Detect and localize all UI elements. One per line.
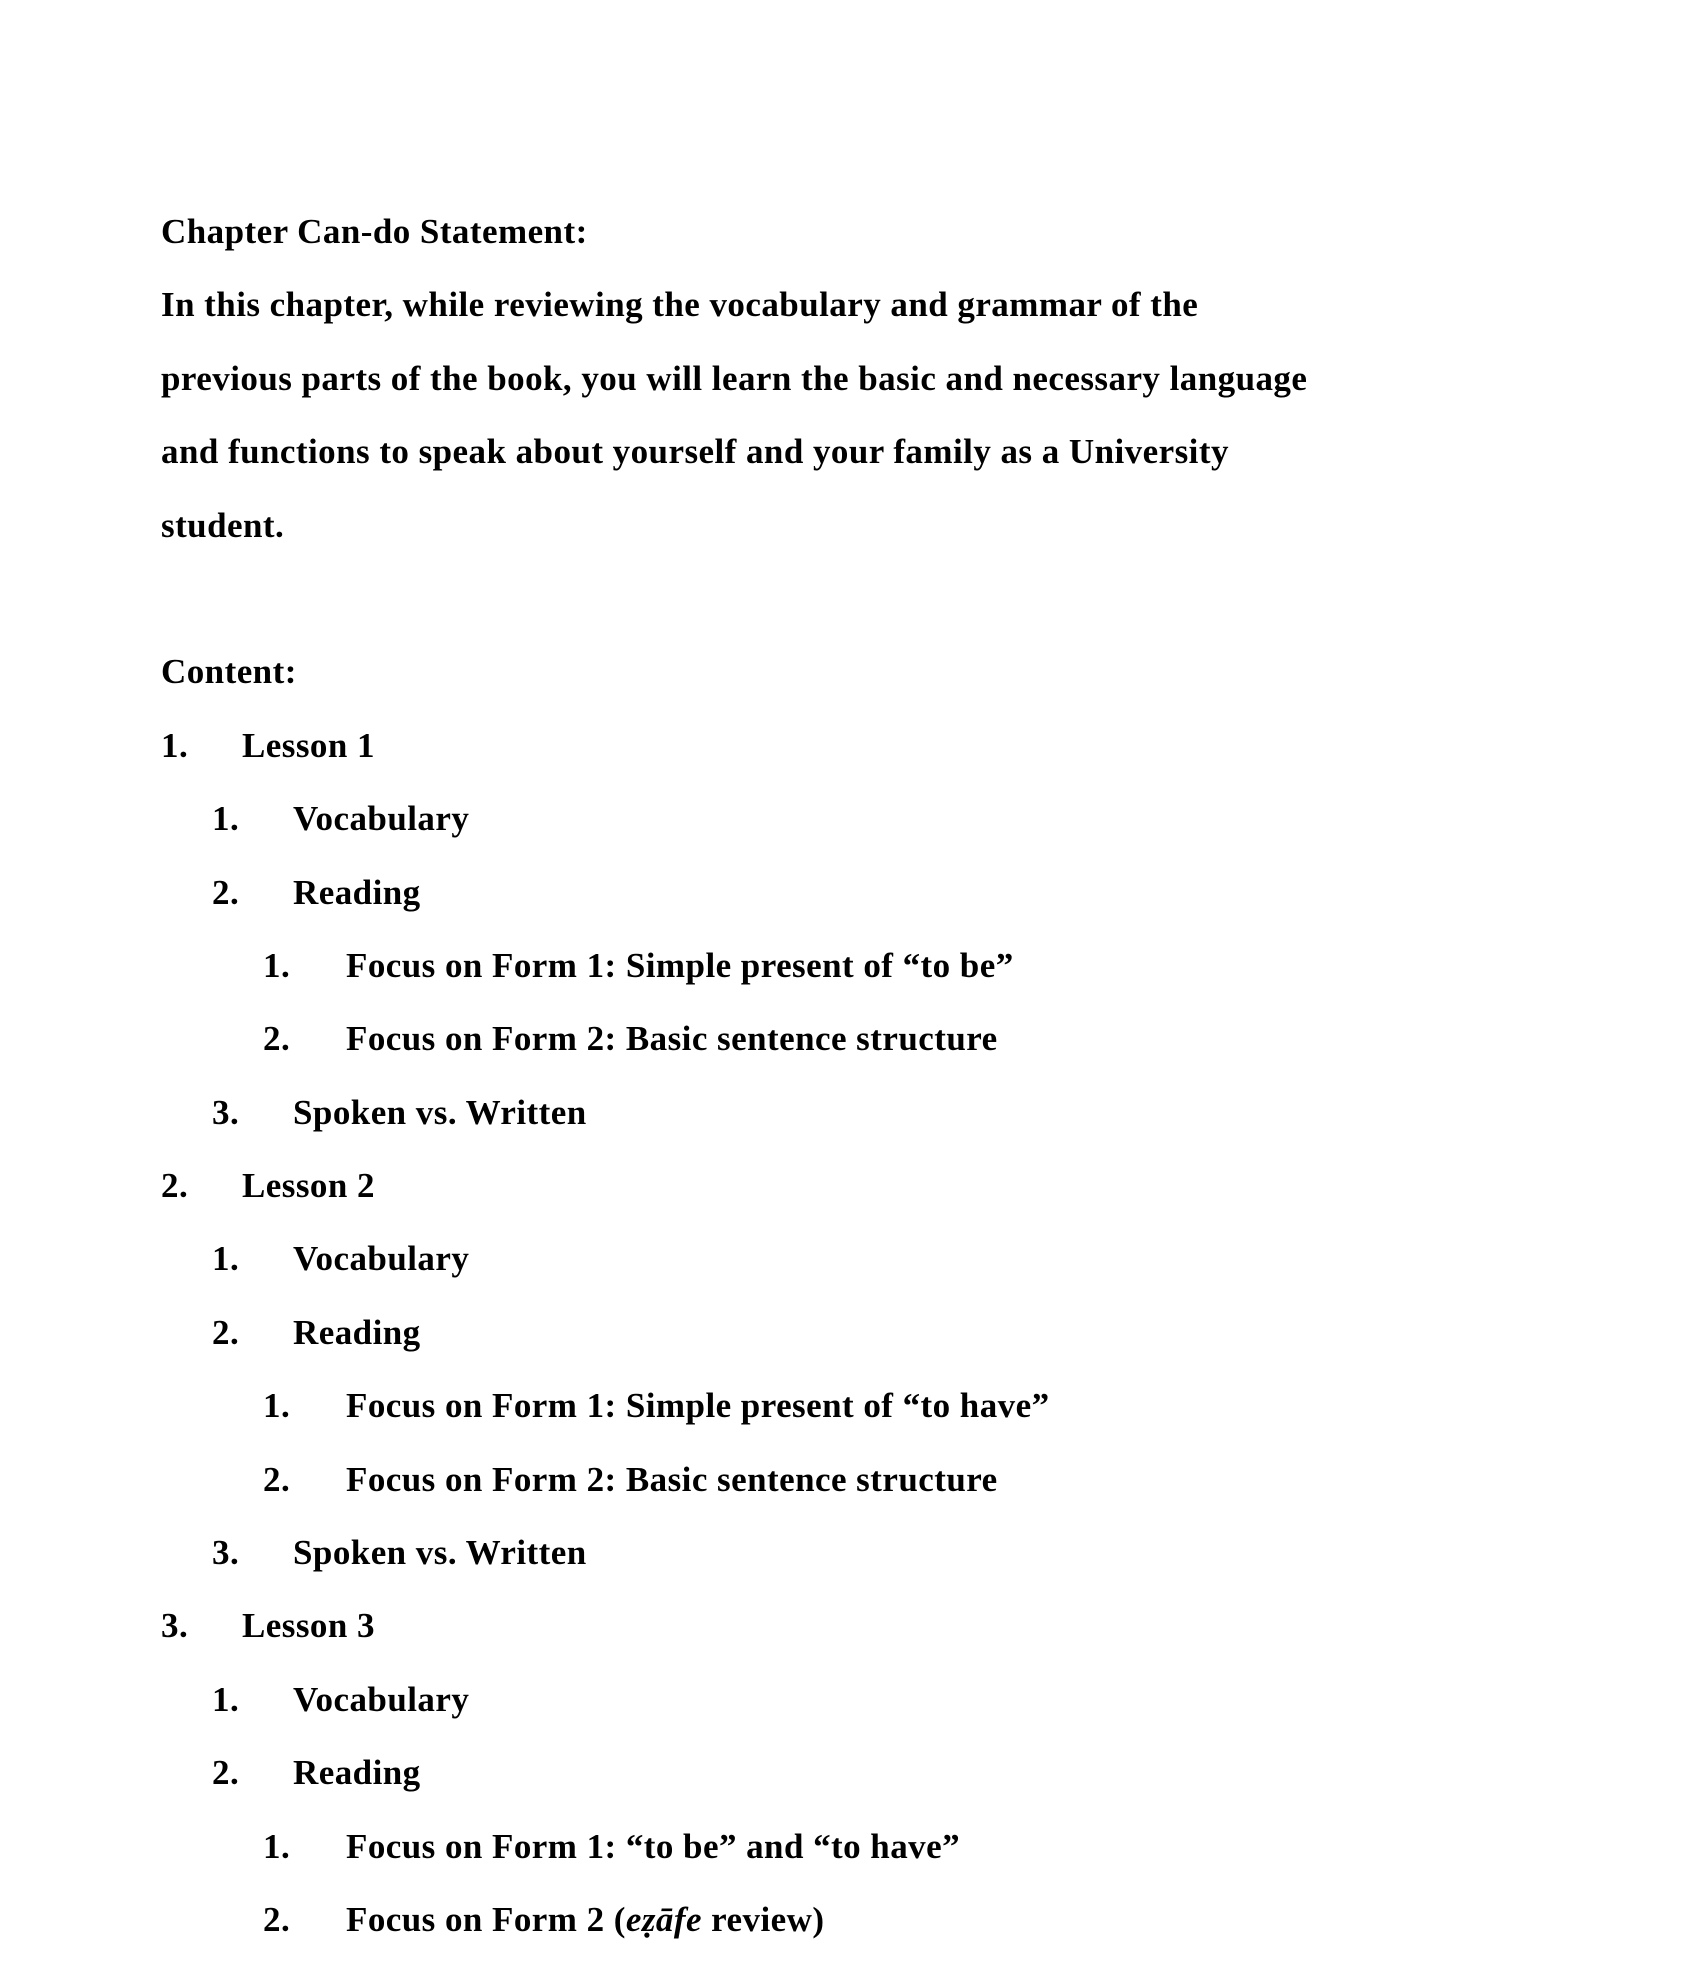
list-number: 2. <box>212 1312 240 1352</box>
list-item-label: Reading <box>293 1312 421 1352</box>
list-item-label: Focus on Form 1: “to be” and “to have” <box>346 1826 961 1866</box>
outline-item-lesson-1 <box>0 709 1692 782</box>
can-do-statement-line: and functions to speak about yourself and your family as a University <box>161 432 1229 472</box>
list-item-label: Lesson 3 <box>242 1606 375 1646</box>
list-number: 1. <box>263 945 291 985</box>
label-suffix: review) <box>701 1899 825 1939</box>
list-number: 2. <box>263 1459 291 1499</box>
list-number: 3. <box>212 1533 240 1573</box>
list-number: 3. <box>161 1606 189 1646</box>
list-number: 1. <box>263 1826 291 1866</box>
list-number: 2. <box>263 1899 291 1939</box>
outline-item-focus-on-form-2 <box>0 1443 1692 1516</box>
list-number: 3. <box>212 1092 240 1132</box>
outline-item-focus-on-form-2-ezafe <box>0 1883 1692 1956</box>
outline-item-focus-on-form-1 <box>0 1810 1692 1883</box>
list-number: 2. <box>161 1166 189 1206</box>
list-number: 1. <box>212 799 240 839</box>
outline-item-vocabulary <box>0 782 1692 855</box>
list-item-label <box>346 1883 824 1956</box>
label-prefix: Focus on Form 2 ( <box>346 1899 626 1939</box>
can-do-statement-line: student. <box>161 505 285 545</box>
can-do-heading: Chapter Can-do Statement: <box>161 212 588 251</box>
italic-term: eẓāfe <box>625 1899 702 1939</box>
list-number: 2. <box>263 1019 291 1059</box>
outline-item-vocabulary <box>0 1222 1692 1295</box>
list-item-label: Spoken vs. Written <box>293 1092 587 1132</box>
blank-line <box>0 562 1692 635</box>
list-item-label: Reading <box>293 872 421 912</box>
outline-item-lesson-3 <box>0 1589 1692 1662</box>
outline-item-focus-on-form-1 <box>0 929 1692 1002</box>
can-do-statement-line: previous parts of the book, you will learn the basic and necessary language <box>161 358 1308 398</box>
list-number: 1. <box>263 1386 291 1426</box>
can-do-statement-line: In this chapter, while reviewing the vocabulary and grammar of the <box>161 285 1199 325</box>
outline-item-focus-on-form-2 <box>0 1002 1692 1075</box>
outline-item-vocabulary <box>0 1663 1692 1736</box>
list-item-label: Vocabulary <box>293 1239 470 1279</box>
outline-item-spoken-vs-written <box>0 1076 1692 1149</box>
list-number: 2. <box>212 872 240 912</box>
list-item-label: Focus on Form 2: Basic sentence structure <box>346 1019 998 1059</box>
outline-item-spoken-vs-written <box>0 1516 1692 1589</box>
list-item-label: Spoken vs. Written <box>293 1533 587 1573</box>
list-item-label: Reading <box>293 1753 421 1793</box>
list-item-label: Focus on Form 1: Simple present of “to have” <box>346 1386 1050 1426</box>
outline-item-reading <box>0 1296 1692 1369</box>
outline-item-reading <box>0 1736 1692 1809</box>
list-item-label: Lesson 2 <box>242 1166 375 1206</box>
list-item-label: Focus on Form 1: Simple present of “to be” <box>346 945 1014 985</box>
list-item-label: Vocabulary <box>293 799 470 839</box>
outline-item-lesson-2 <box>0 1149 1692 1222</box>
content-outline <box>0 709 1692 1957</box>
outline-item-focus-on-form-1 <box>0 1369 1692 1442</box>
list-number: 1. <box>161 725 189 765</box>
list-item-label: Vocabulary <box>293 1679 470 1719</box>
outline-item-reading <box>0 856 1692 929</box>
list-number: 2. <box>212 1753 240 1793</box>
content-heading: Content: <box>161 652 297 692</box>
list-number: 1. <box>212 1679 240 1719</box>
list-number: 1. <box>212 1239 240 1279</box>
list-item-label: Focus on Form 2: Basic sentence structure <box>346 1459 998 1499</box>
list-item-label: Lesson 1 <box>242 725 375 765</box>
